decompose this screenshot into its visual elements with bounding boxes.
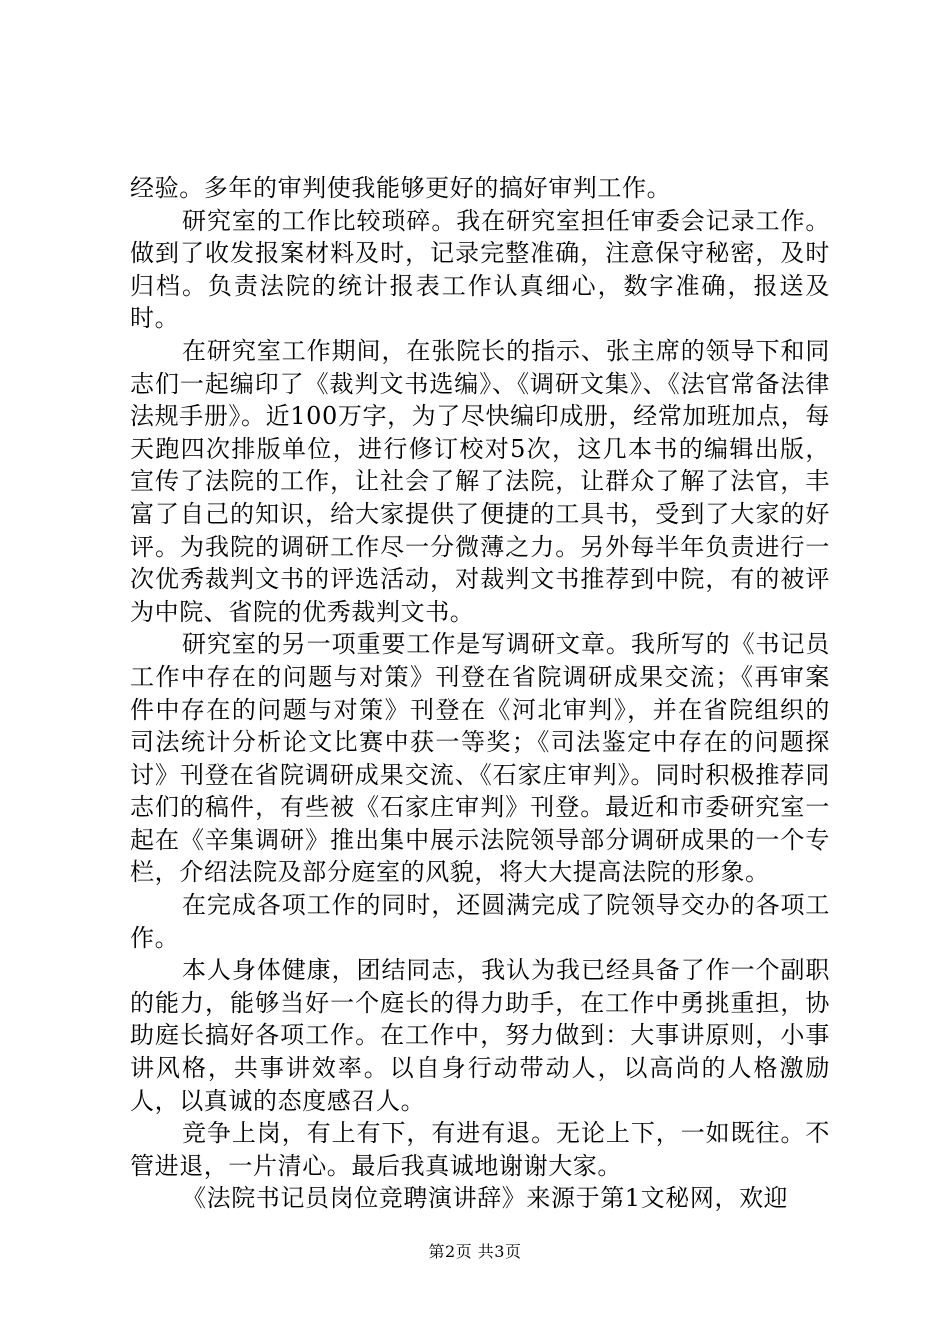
paragraph-source-note: 《法院书记员岗位竞聘演讲辞》来源于第1文秘网，欢迎 — [182, 1184, 789, 1213]
paragraph: 在完成各项工作的同时，还圆满完成了院领导交办的各项工作。 — [130, 891, 830, 952]
paragraph: 在研究室工作期间，在张院长的指示、张主席的领导下和同志们一起编印了《裁判文书选编》、《调研文集》、《法官常备法律法规手册》。近100万字，为了尽快编印成册，经常加班加点，每天跑四次排版单位，进行修订校对5次，这几本书的编辑出版，宣传了法院的工作，让社会了解了法院，让群众了解了法官，丰富了自己的知识，给大家提供了便捷的工具书，受到了大家的好评。为我院的调研工作尽一分微薄之力。另外每半年负责进行一次优秀裁判文书的评选活动，对裁判文书推荐到中院，有的被评为中院、省院的优秀裁判文书。 — [130, 336, 830, 626]
paragraph: 研究室的另一项重要工作是写调研文章。我所写的《书记员工作中存在的问题与对策》刊登在省院调研成果交流；《再审案件中存在的问题与对策》刊登在《河北审判》，并在省院组织的司法统计分析论文比赛中获一等奖；《司法鉴定中存在的问题探讨》刊登在省院调研成果交流、《石家庄审判》。同时积极推荐同志们的稿件，有些被《石家庄审判》刊登。最近和市委研究室一起在《辛集调研》推出集中展示法院领导部分调研成果的一个专栏，介绍法院及部分庭室的风貌，将大大提高法院的形象。 — [130, 630, 830, 887]
paragraph: 本人身体健康，团结同志，我认为我已经具备了作一个副职的能力，能够当好一个庭长的得力助手，在工作中勇挑重担，协助庭长搞好各项工作。在工作中，努力做到：大事讲原则，小事讲风格，共事讲效率。以自身行动带动人，以高尚的人格激励人，以真诚的态度感召人。 — [130, 956, 830, 1115]
paragraph: 竞争上岗，有上有下，有进有退。无论上下，一如既往。不管进退，一片清心。最后我真诚地谢谢大家。 — [130, 1119, 830, 1180]
page-number-footer: 第2页 共3页 — [428, 1242, 522, 1261]
paragraph-continuation: 经验。多年的审判使我能够更好的搞好审判工作。 — [130, 174, 672, 202]
document-body — [130, 172, 830, 1215]
paragraph: 研究室的工作比较琐碎。我在研究室担任审委会记录工作。做到了收发报案材料及时，记录完整准确，注意保守秘密，及时归档。负责法院的统计报表工作认真细心，数字准确，报送及时。 — [130, 206, 830, 333]
